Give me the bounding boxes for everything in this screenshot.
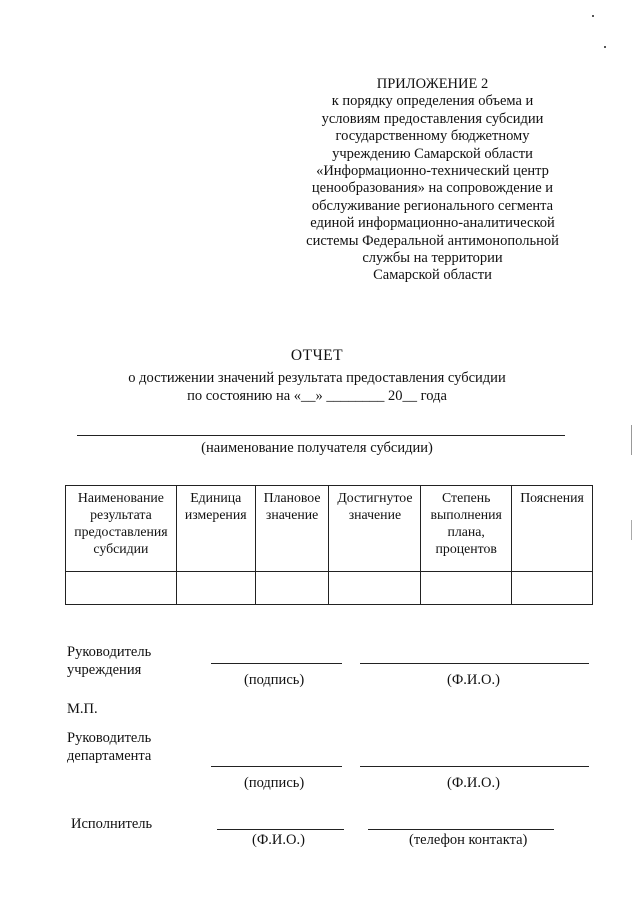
column-header-unit: Единица измерения [176, 486, 255, 572]
appendix-line: Самарской области [373, 267, 492, 284]
appendix-line: обслуживание регионального сегмента [311, 197, 554, 214]
column-header-notes: Пояснения [512, 486, 593, 572]
appendix-line: государственному бюджетному [335, 128, 530, 145]
table-cell[interactable] [176, 572, 255, 605]
fio-line-department[interactable] [360, 766, 589, 767]
appendix-title: ПРИЛОЖЕНИЕ 2 [376, 76, 489, 92]
column-header-planned: Плановое значение [255, 486, 329, 572]
head-department-label: Руководитель департамента [67, 730, 152, 764]
report-title: ОТЧЕТ [290, 347, 344, 364]
report-subtitle [0, 369, 634, 405]
stamp-label: М.П. [67, 701, 98, 717]
report-table [65, 485, 593, 605]
executor-label: Исполнитель [71, 816, 153, 832]
appendix-line: системы Федеральной антимонопольной [306, 232, 559, 249]
scan-mark [592, 15, 594, 17]
table-header-row [66, 486, 593, 572]
fio-line-executor[interactable] [217, 829, 344, 830]
signature-caption: (подпись) [244, 775, 305, 791]
report-subtitle-line1: о достижении значений результата предоставления субсидии [128, 370, 506, 386]
appendix-line: учреждению Самарской области [332, 145, 533, 162]
appendix-line: ценообразования» на сопровождение и [311, 180, 554, 197]
fio-caption: (Ф.И.О.) [447, 775, 500, 791]
head-institution-label: Руководитель учреждения [67, 644, 152, 678]
phone-caption: (телефон контакта) [409, 832, 528, 848]
signature-line-institution[interactable] [211, 663, 342, 664]
appendix-header [290, 76, 575, 285]
fio-caption: (Ф.И.О.) [252, 832, 305, 848]
scan-edge [631, 520, 632, 540]
appendix-line: к порядку определения объема и [331, 93, 534, 110]
column-header-completion: Степень выполнения плана, процентов [421, 486, 512, 572]
report-date-line: по состоянию на «__» ________ 20__ года [187, 388, 447, 404]
column-header-result-name: Наименование результата предоставления субсидии [66, 486, 177, 572]
table-row [66, 572, 593, 605]
phone-line-executor[interactable] [368, 829, 554, 830]
table-cell[interactable] [329, 572, 421, 605]
fio-line-institution[interactable] [360, 663, 589, 664]
signature-caption: (подпись) [244, 672, 305, 688]
appendix-line: условиям предоставления субсидии [321, 110, 544, 127]
signature-line-department[interactable] [211, 766, 342, 767]
fio-caption: (Ф.И.О.) [447, 672, 500, 688]
column-header-achieved: Достигнутое значение [329, 486, 421, 572]
appendix-line: «Информационно-технический центр [316, 163, 549, 180]
appendix-line: службы на территории [362, 250, 503, 267]
recipient-caption: (наименование получателя субсидии) [201, 440, 433, 456]
table-cell[interactable] [512, 572, 593, 605]
table-cell[interactable] [255, 572, 329, 605]
table-cell[interactable] [421, 572, 512, 605]
appendix-line: единой информационно-аналитической [310, 215, 555, 232]
recipient-name-line[interactable] [77, 435, 565, 436]
table-cell[interactable] [66, 572, 177, 605]
scan-mark [604, 46, 606, 48]
